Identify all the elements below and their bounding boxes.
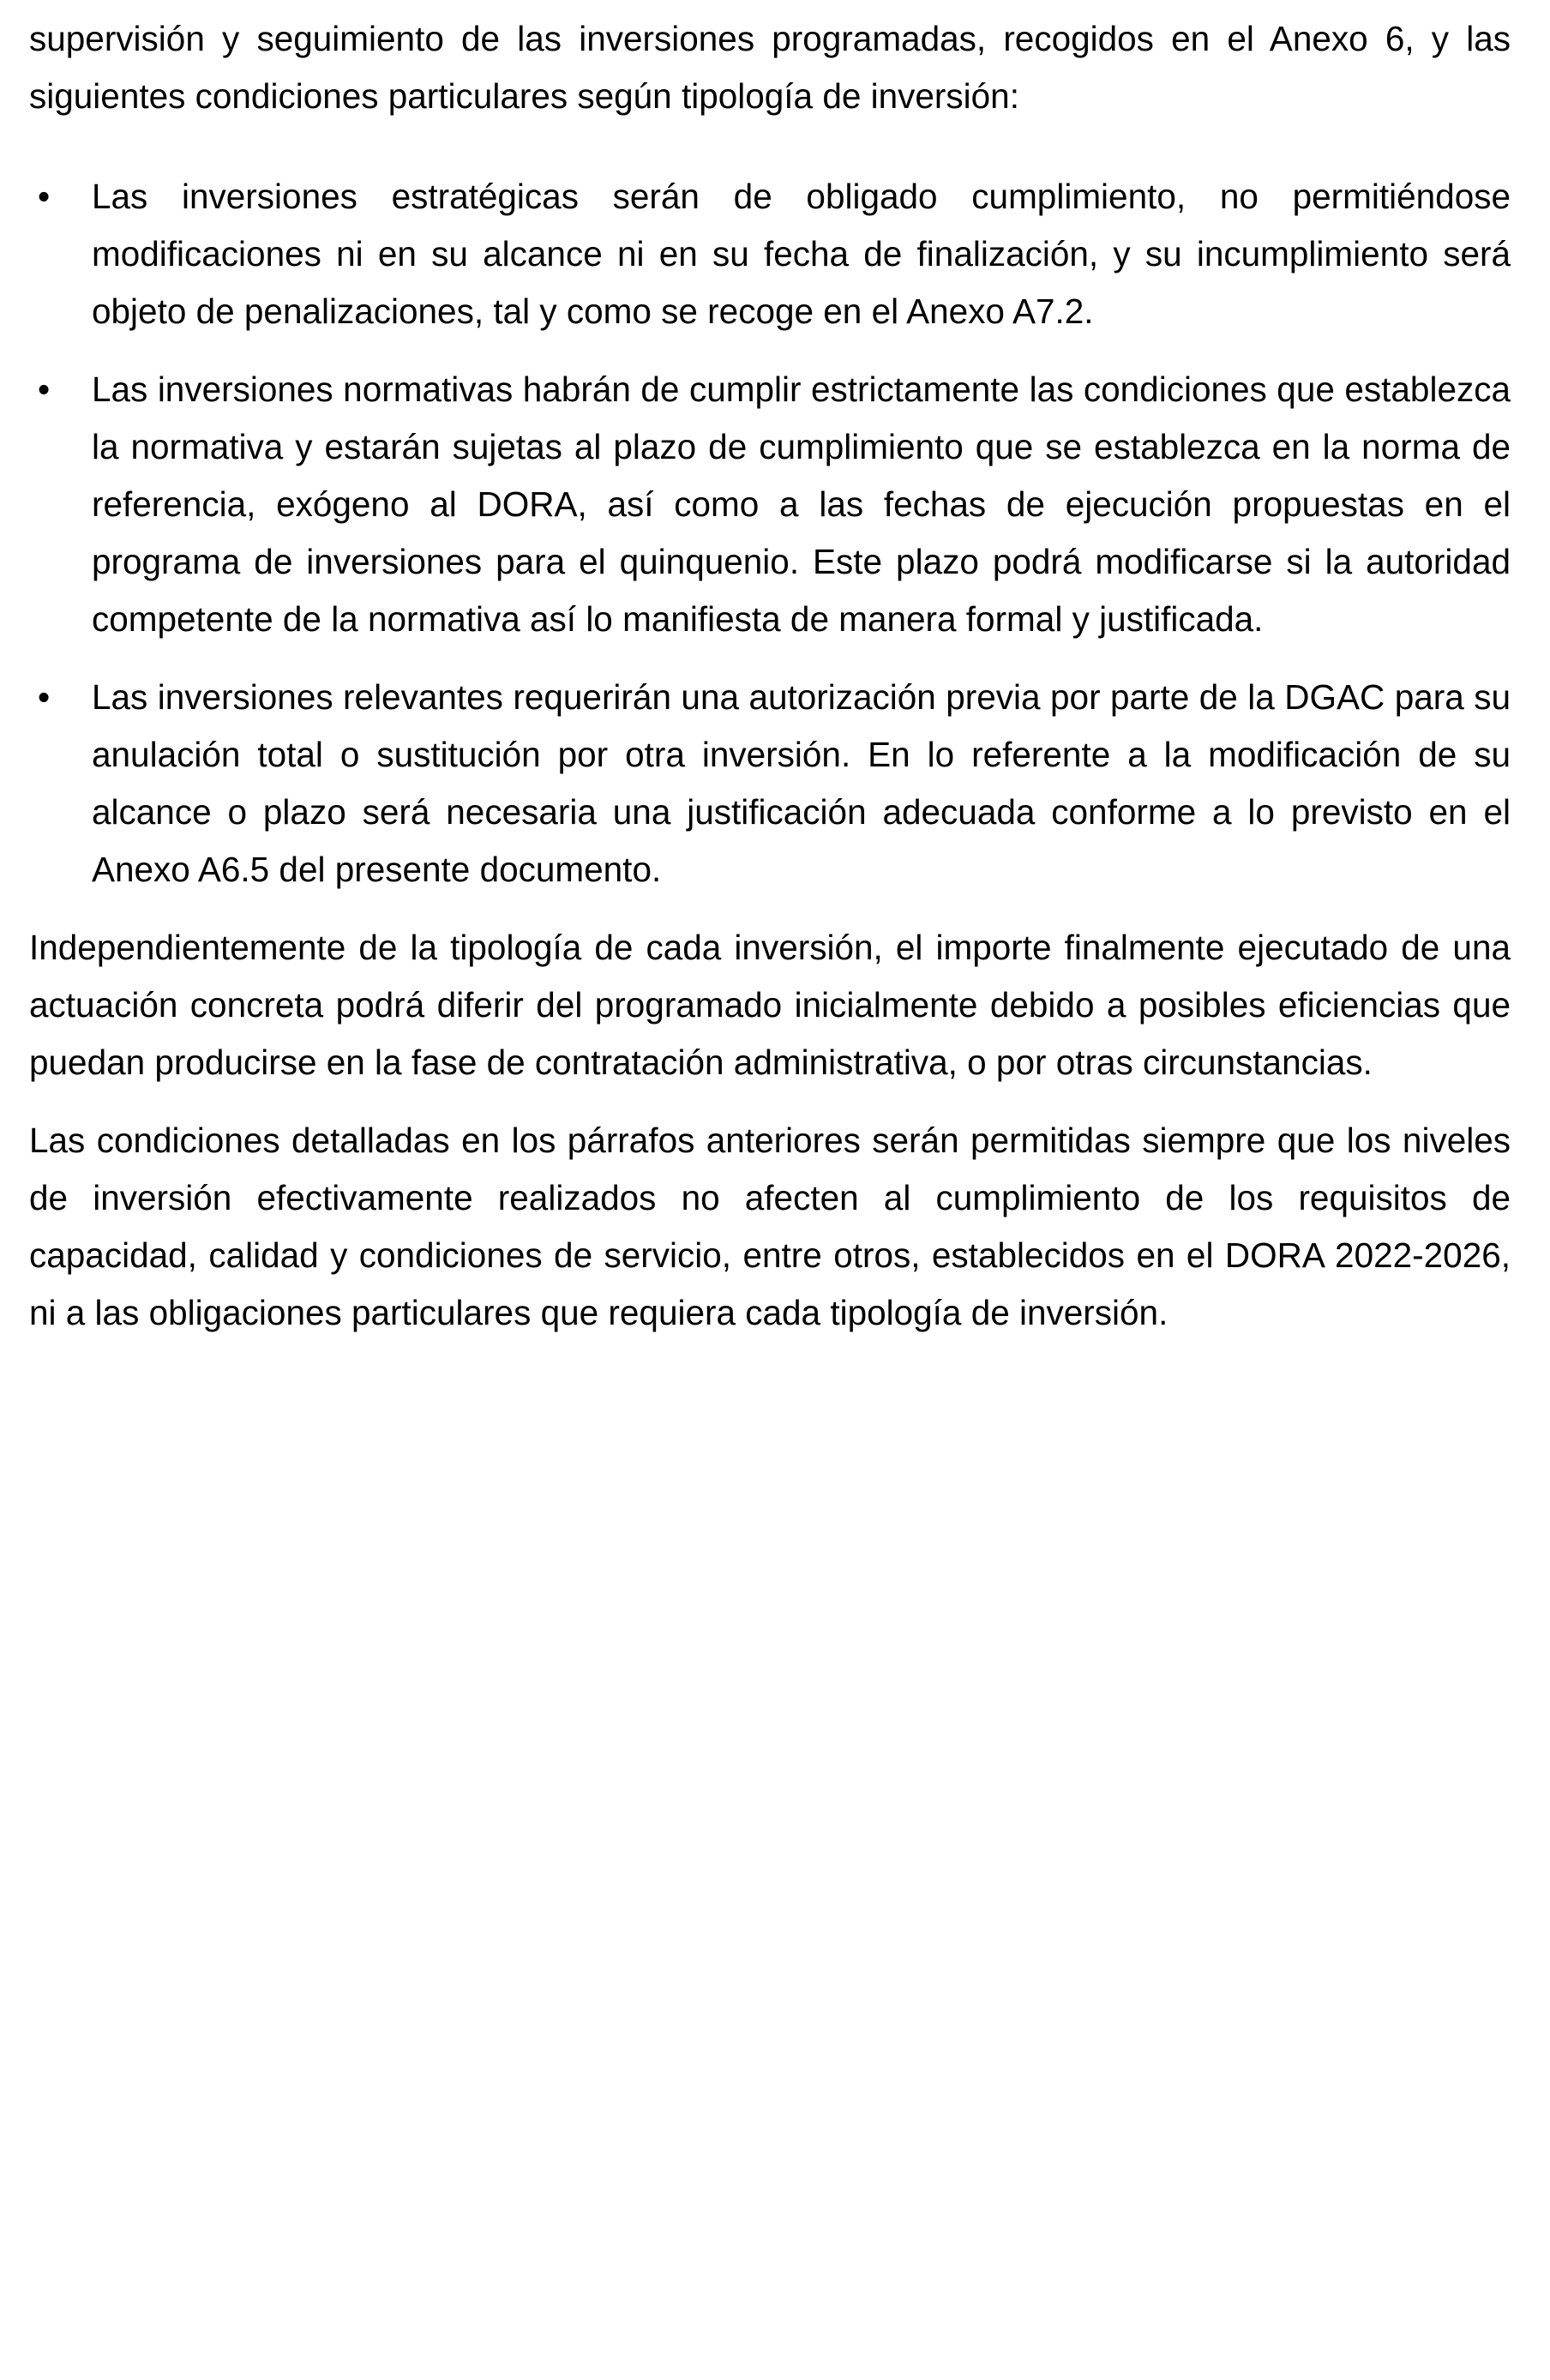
list-item-text: Las inversiones normativas habrán de cumplir estrictamente las condiciones que establezca la normativa y estarán sujetas al plazo de cumplimiento que se establezca en la norma de referencia, exógeno al DORA, así como a las fechas de ejecución propuestas en el programa de inversiones para el quinquenio. Este plazo podrá modificarse si la autoridad competente de la normativa así lo manifiesta de manera formal y justificada. xyxy=(92,370,1511,639)
body-paragraph-execution-amount: Independientemente de la tipología de cada inversión, el importe finalmente ejecutado de una actuación concreta podrá diferir del programado inicialmente debido a posibles eficiencias que puedan producirse en la fase de contratación administrativa, o por otras circunstancias. xyxy=(29,928,1511,1082)
bullet-icon: • xyxy=(38,370,51,409)
bullet-icon: • xyxy=(38,177,51,216)
document-page xyxy=(29,10,1511,1342)
list-item-text: Las inversiones estratégicas serán de obligado cumplimiento, no permitiéndose modificaciones ni en su alcance ni en su fecha de finalización, y su incumplimiento será objeto de penalizaciones, tal y como se recoge en el Anexo A7.2. xyxy=(92,177,1511,331)
intro-paragraph: supervisión y seguimiento de las inversiones programadas, recogidos en el Anexo 6, y las siguientes condiciones particulares según tipología de inversión: xyxy=(29,19,1511,116)
investment-conditions-list xyxy=(29,168,1511,899)
list-item-text: Las inversiones relevantes requerirán una autorización previa por parte de la DGAC para su anulación total o sustitución por otra inversión. En lo referente a la modificación de su alcance o plazo será necesaria una justificación adecuada conforme a lo previsto en el Anexo A6.5 del presente documento. xyxy=(92,677,1511,889)
list-item-relevant-investments xyxy=(29,669,1511,899)
bullet-icon: • xyxy=(38,677,51,717)
body-paragraph-conditions: Las condiciones detalladas en los párrafos anteriores serán permitidas siempre que los niveles de inversión efectivamente realizados no afecten al cumplimiento de los requisitos de capacidad, calidad y condiciones de servicio, entre otros, establecidos en el DORA 2022-2026, ni a las obligaciones particulares que requiera cada tipología de inversión. xyxy=(29,1121,1511,1332)
list-item-strategic-investments xyxy=(29,168,1511,340)
list-item-regulatory-investments xyxy=(29,361,1511,648)
